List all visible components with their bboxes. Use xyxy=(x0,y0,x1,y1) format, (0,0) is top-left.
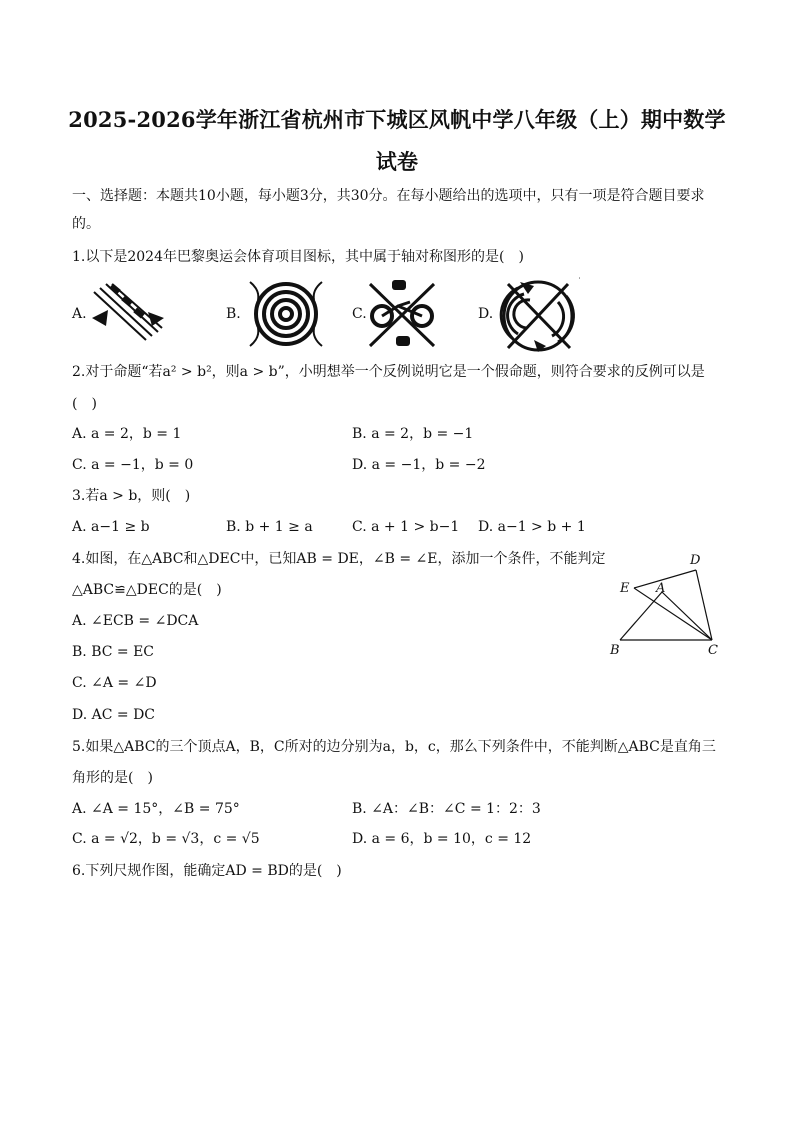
exam-title-line2: 试卷 xyxy=(375,149,419,174)
q2-option-c: C. a = −1，b = 0 xyxy=(72,457,194,473)
question-2-stem: 2.对于命题“若a² > b²，则a > b”，小明想举一个反例说明它是一个假命题，则符合要求的反例可以是 xyxy=(72,364,705,380)
question-3-stem: 3.若a > b，则( ) xyxy=(72,488,191,504)
question-5-stem: 5.如果△ABC的三个顶点A，B，C所对的边分别为a，b，c，那么下列条件中，不能判断△ABC是直角三 xyxy=(72,739,716,755)
q1-option-d-label: D. xyxy=(478,306,494,322)
q5-option-b: B. ∠A：∠B：∠C = 1：2：3 xyxy=(352,801,541,817)
fig-label-a: A xyxy=(656,581,666,596)
shooting-target-icon xyxy=(494,276,580,356)
section-heading: 一、选择题：本题共10小题，每小题3分，共30分。在每小题给出的选项中，只有一项是符合题目要求 xyxy=(72,188,705,204)
q5-option-a: A. ∠A = 15°，∠B = 75° xyxy=(72,801,240,817)
archery-target-icon xyxy=(246,276,326,352)
fig-label-d: D xyxy=(690,553,701,568)
question-2-stem-cont: ( ) xyxy=(72,396,97,412)
question-6-stem: 6.下列尺规作图，能确定AD = BD的是( ) xyxy=(72,863,342,879)
q1-option-a-label: A. xyxy=(72,306,87,322)
q4-option-c: C. ∠A = ∠D xyxy=(72,675,157,691)
q3-option-b: B. b + 1 ≥ a xyxy=(226,519,313,535)
q4-option-a: A. ∠ECB = ∠DCA xyxy=(72,613,199,629)
q3-option-d: D. a−1 > b + 1 xyxy=(478,519,586,535)
fig-label-b: B xyxy=(610,643,620,658)
question-4-stem: 4.如图，在△ABC和△DEC中，已知AB = DE，∠B = ∠E，添加一个条件，不能判定 xyxy=(72,551,606,567)
q5-option-d: D. a = 6，b = 10，c = 12 xyxy=(352,831,532,847)
section-heading-cont: 的。 xyxy=(72,216,100,232)
q2-option-b: B. a = 2，b = −1 xyxy=(352,426,474,442)
q1-option-b-label: B. xyxy=(226,306,241,322)
q1-option-c-label: C. xyxy=(352,306,367,322)
question-4-stem-cont: △ABC≌△DEC的是( ) xyxy=(72,582,222,598)
exam-title-line1: 2025-2026学年浙江省杭州市下城区风帆中学八年级（上）期中数学 xyxy=(68,107,726,132)
q4-triangle-figure xyxy=(604,548,734,660)
fig-label-e: E xyxy=(620,581,630,596)
q5-option-c: C. a = √2，b = √3，c = √5 xyxy=(72,831,260,847)
question-1-stem: 1.以下是2024年巴黎奥运会体育项目图标，其中属于轴对称图形的是( ) xyxy=(72,249,524,265)
fig-label-c: C xyxy=(708,643,718,658)
question-5-stem-cont: 角形的是( ) xyxy=(72,770,153,786)
bmx-cycling-icon xyxy=(366,276,438,354)
q2-option-a: A. a = 2，b = 1 xyxy=(72,426,182,442)
badminton-icon xyxy=(88,282,168,346)
q4-option-b: B. BC = EC xyxy=(72,644,155,660)
q4-option-d: D. AC = DC xyxy=(72,707,156,723)
q3-option-a: A. a−1 ≥ b xyxy=(72,519,150,535)
q2-option-d: D. a = −1，b = −2 xyxy=(352,457,486,473)
q3-option-c: C. a + 1 > b−1 xyxy=(352,519,460,535)
